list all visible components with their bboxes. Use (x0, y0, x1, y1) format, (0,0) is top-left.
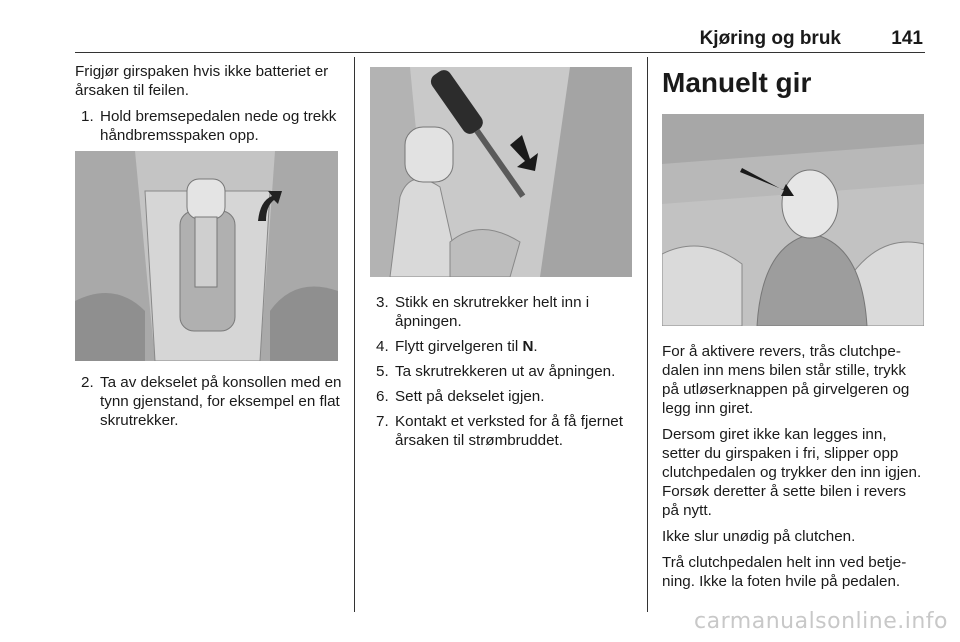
step-number: 6. (376, 388, 389, 405)
intro-text: Frigjør girspaken hvis ikke batteriet er årsaken til feilen. (75, 63, 329, 99)
step-text: Ta skrutrekkeren ut av åpningen. (395, 363, 616, 380)
step-text: Ta av dekselet på konsollen med en tynn gjenstand, for eksempel en flat skrutrekker. (100, 374, 342, 429)
step-text: Kontakt et verksted for å få fjernet årsaken til strømbruddet. (395, 413, 623, 449)
step-text: Sett på dekselet igjen. (395, 388, 545, 405)
steps-list (370, 293, 638, 450)
column-divider-2 (647, 57, 648, 612)
column-1 (75, 62, 343, 436)
gear-selector-illustration (75, 151, 338, 361)
step-suffix: . (533, 338, 538, 355)
column-3 (662, 62, 927, 598)
step-number: 7. (376, 413, 389, 430)
manual-gear-illustration (662, 114, 924, 326)
step-number: 1. (81, 108, 94, 125)
gear-position-n: N (522, 338, 534, 355)
step-6 (370, 387, 638, 406)
watermark: carmanualsonline.info (694, 609, 948, 634)
step-text: Flytt girvelgeren til (395, 338, 523, 355)
section-heading: Manuelt gir (662, 67, 812, 98)
screwdriver-illustration (370, 67, 632, 277)
step-number: 5. (376, 363, 389, 380)
paragraph-clutch-pedal: Trå clutchpedalen helt inn ved betjening. Ikke la foten hvile på pedalen. (662, 554, 907, 590)
step-4 (370, 337, 638, 356)
page-number: 141 (891, 28, 923, 49)
page-header (75, 28, 925, 53)
step-1 (75, 107, 343, 145)
step-7 (370, 412, 638, 450)
step-2 (75, 373, 343, 430)
step-number: 3. (376, 294, 389, 311)
step-text: Stikk en skrutrekker helt inn i åpningen. (395, 294, 590, 330)
paragraph-reverse: For å aktivere revers, trås clutchpedalen inn mens bilen står stille, trykk på utløserknappen på girvelgeren og legg inn giret. (662, 343, 910, 417)
paragraph-retry: Dersom giret ikke kan legges inn, setter du girspaken i fri, slipper opp clutchpedalen og trykker den inn igjen. Forsøk deretter å sette bilen i revers på nytt. (662, 426, 922, 519)
paragraph-clutch-slip: Ikke slur unødig på clutchen. (662, 528, 856, 545)
step-number: 2. (81, 374, 94, 391)
step-3 (370, 293, 638, 331)
step-5 (370, 362, 638, 381)
column-2 (370, 67, 638, 456)
section-title: Kjøring og bruk (699, 28, 841, 49)
column-divider-1 (354, 57, 355, 612)
step-number: 4. (376, 338, 389, 355)
step-text: Hold bremsepedalen nede og trekk håndbremsspaken opp. (100, 108, 337, 144)
